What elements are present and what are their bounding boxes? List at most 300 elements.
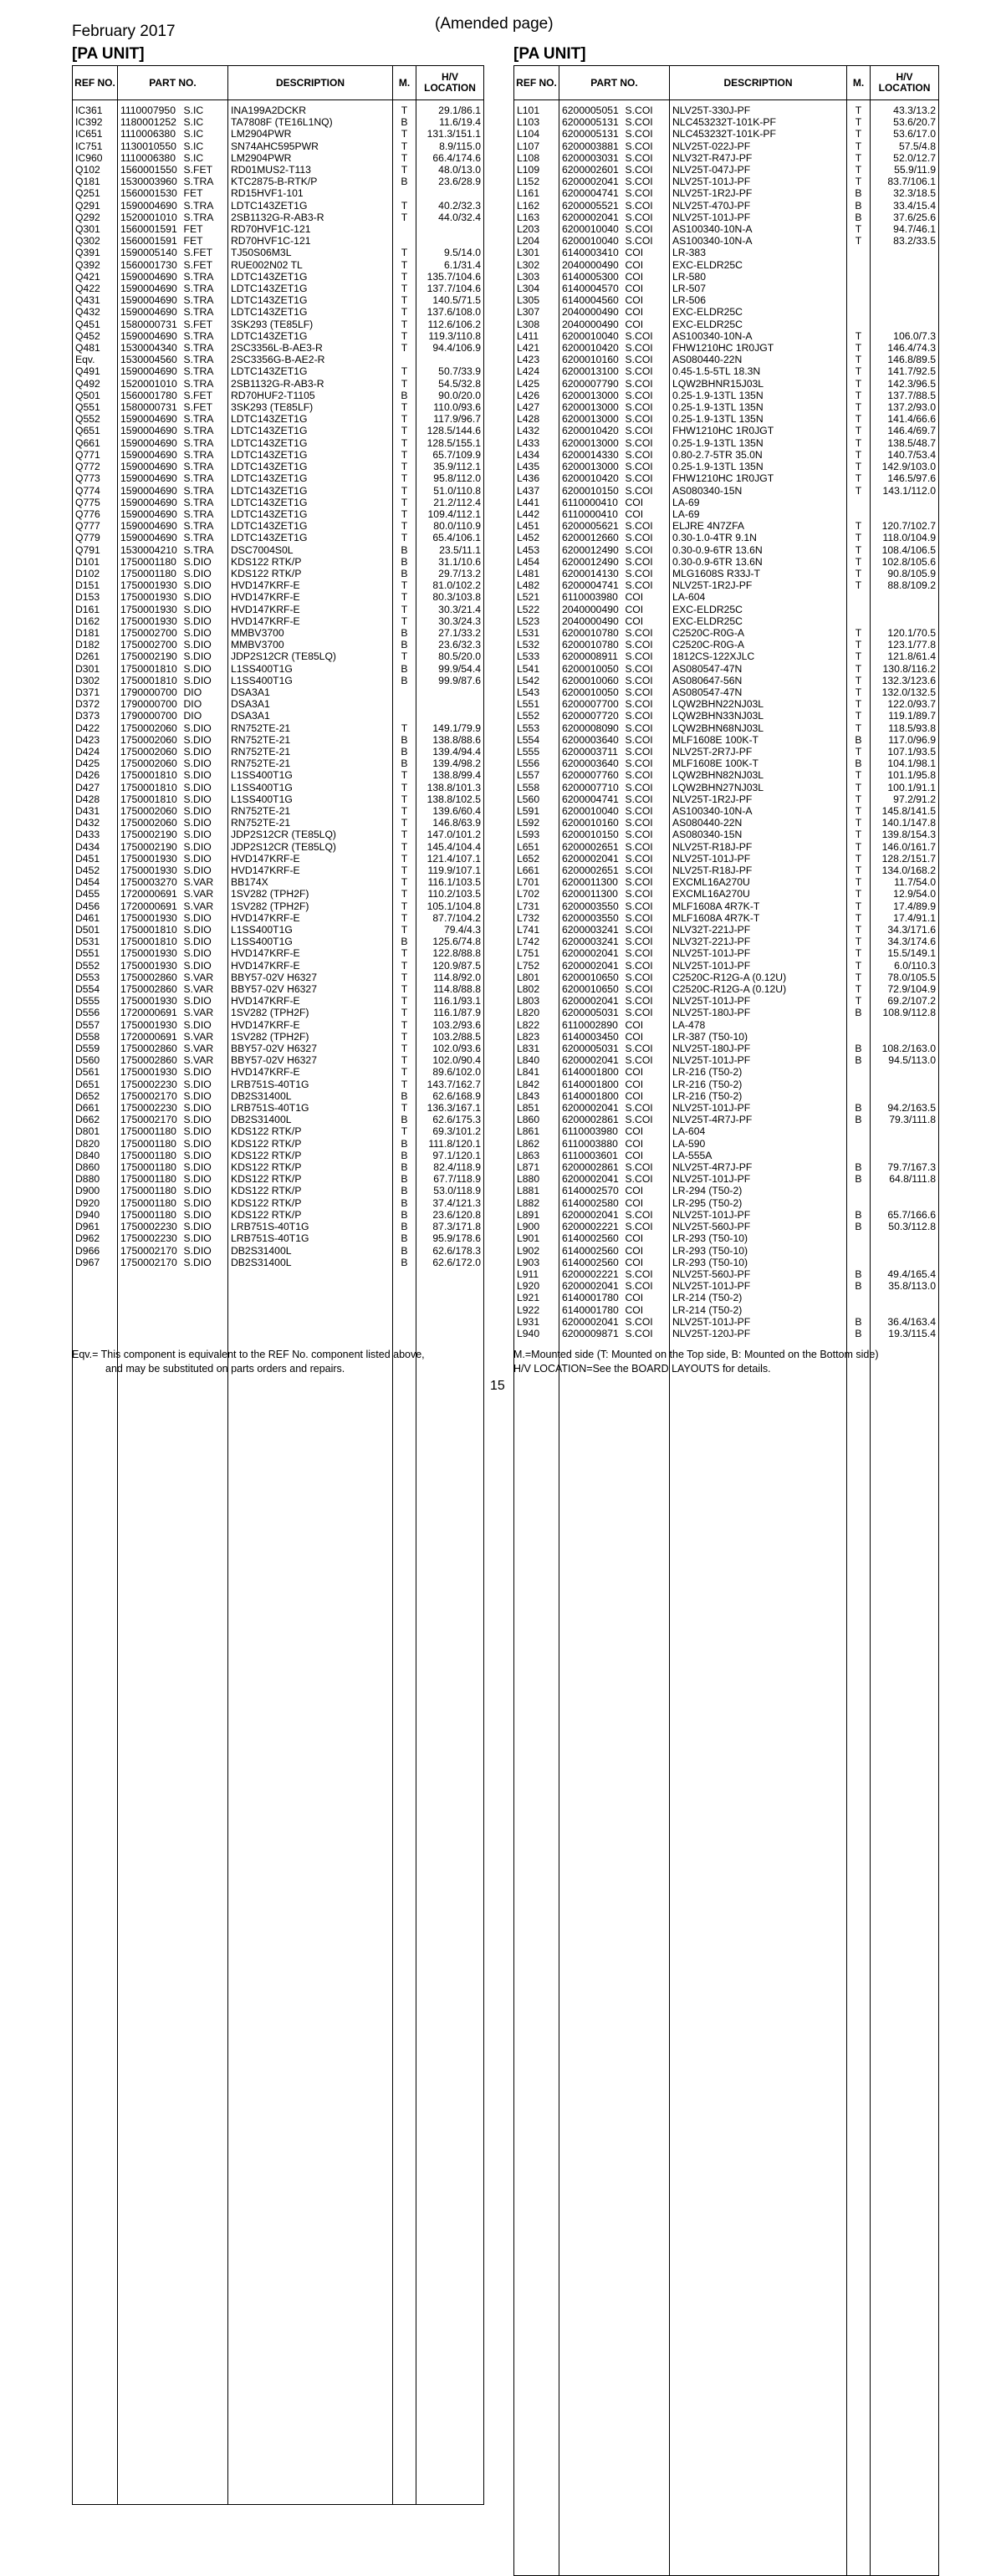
ref-cell: Q773 bbox=[73, 472, 118, 484]
description-cell: INA199A2DCKR bbox=[228, 100, 393, 117]
part-type-cell: S.VAR bbox=[183, 900, 228, 912]
mounted-side-cell bbox=[847, 1066, 871, 1078]
part-type-cell: S.DIO bbox=[183, 1079, 228, 1090]
part-type-cell: S.FET bbox=[183, 247, 228, 258]
part-number-cell: 6110003880 bbox=[559, 1138, 625, 1150]
description-cell: MLG1608S R33J-T bbox=[670, 568, 847, 579]
filler-cell bbox=[847, 1339, 871, 2576]
description-cell: 0.25-1.9-13TL 135N bbox=[670, 461, 847, 472]
part-type-cell: S.COI bbox=[625, 413, 670, 425]
part-type-cell: S.TRA bbox=[183, 354, 228, 365]
part-number-cell: 6110000410 bbox=[559, 497, 625, 508]
ref-cell: L940 bbox=[514, 1328, 559, 1339]
part-type-cell: S.COI bbox=[625, 1054, 670, 1066]
part-number-cell: 1530004560 bbox=[118, 354, 183, 365]
ref-cell: L822 bbox=[514, 1019, 559, 1031]
part-type-cell: S.COI bbox=[625, 568, 670, 579]
part-type-cell: S.DIO bbox=[183, 1161, 228, 1173]
ref-cell: L803 bbox=[514, 995, 559, 1007]
part-number-cell: 6140003450 bbox=[559, 1031, 625, 1043]
part-number-cell: 1750001810 bbox=[118, 924, 183, 936]
table-row bbox=[514, 116, 939, 128]
part-number-cell: 2040000490 bbox=[559, 319, 625, 330]
mounted-side-cell: T bbox=[847, 128, 871, 140]
part-type-cell: S.COI bbox=[625, 116, 670, 128]
part-type-cell: S.TRA bbox=[183, 200, 228, 212]
mounted-side-cell bbox=[847, 1079, 871, 1090]
part-type-cell: S.VAR bbox=[183, 1054, 228, 1066]
part-number-cell: 1750002230 bbox=[118, 1079, 183, 1090]
ref-cell: Q661 bbox=[73, 437, 118, 449]
description-cell: DB2S31400L bbox=[228, 1090, 393, 1102]
mounted-side-cell bbox=[847, 247, 871, 258]
mounted-side-cell: T bbox=[847, 116, 871, 128]
table-row bbox=[514, 1043, 939, 1054]
hv-location-cell bbox=[871, 271, 939, 283]
table-row bbox=[514, 100, 939, 117]
description-cell: 0.80-2.7-5TR 35.0N bbox=[670, 449, 847, 461]
ref-cell: L421 bbox=[514, 342, 559, 354]
part-type-cell: COI bbox=[625, 1292, 670, 1303]
hv-location-cell: 34.3/174.6 bbox=[871, 936, 939, 947]
table-row bbox=[514, 354, 939, 365]
part-number-cell: 6110003980 bbox=[559, 1125, 625, 1137]
hv-location-cell: 121.8/61.4 bbox=[871, 650, 939, 662]
table-row bbox=[73, 461, 484, 472]
table-row bbox=[514, 200, 939, 212]
description-cell: AS100340-10N-A bbox=[670, 223, 847, 235]
table-row bbox=[73, 342, 484, 354]
description-cell: NLV25T-101J-PF bbox=[670, 1054, 847, 1066]
ref-cell: D557 bbox=[73, 1019, 118, 1031]
description-cell: KDS122 RTK/P bbox=[228, 568, 393, 579]
mounted-side-cell: B bbox=[393, 1209, 416, 1221]
ref-cell: D556 bbox=[73, 1007, 118, 1018]
part-type-cell: S.DIO bbox=[183, 722, 228, 734]
ref-cell: L543 bbox=[514, 686, 559, 698]
part-type-cell: S.DIO bbox=[183, 639, 228, 650]
mounted-side-cell: T bbox=[393, 1102, 416, 1114]
table-row bbox=[514, 461, 939, 472]
ref-cell: L920 bbox=[514, 1280, 559, 1292]
part-type-cell: S.TRA bbox=[183, 365, 228, 377]
filler-cell bbox=[670, 1339, 847, 2576]
part-type-cell: S.COI bbox=[625, 983, 670, 995]
ref-cell: D425 bbox=[73, 757, 118, 769]
mounted-side-cell: T bbox=[393, 212, 416, 223]
hv-location-cell: 103.2/93.6 bbox=[416, 1019, 484, 1031]
part-type-cell: S.COI bbox=[625, 472, 670, 484]
ref-cell: D940 bbox=[73, 1209, 118, 1221]
mounted-side-cell: T bbox=[847, 983, 871, 995]
hv-location-cell: 62.6/168.9 bbox=[416, 1090, 484, 1102]
mounted-side-cell: T bbox=[393, 591, 416, 603]
mounted-side-cell: T bbox=[847, 876, 871, 888]
part-type-cell: COI bbox=[625, 1079, 670, 1090]
description-cell: LDTC143ZET1G bbox=[228, 306, 393, 318]
part-type-cell: S.COI bbox=[625, 924, 670, 936]
part-number-cell: 1750001930 bbox=[118, 995, 183, 1007]
table-row bbox=[73, 675, 484, 686]
hv-location-cell bbox=[871, 294, 939, 306]
ref-cell: L531 bbox=[514, 627, 559, 639]
table-row bbox=[514, 1054, 939, 1066]
part-number-cell: 6200004741 bbox=[559, 793, 625, 805]
description-cell: 1SV282 (TPH2F) bbox=[228, 1031, 393, 1043]
ref-cell: L552 bbox=[514, 710, 559, 722]
part-number-cell: 1560001591 bbox=[118, 235, 183, 247]
description-cell: LDTC143ZET1G bbox=[228, 532, 393, 543]
table-row bbox=[73, 485, 484, 497]
part-number-cell: 1560001530 bbox=[118, 187, 183, 199]
mounted-side-cell: T bbox=[847, 472, 871, 484]
hv-location-cell: 94.2/163.5 bbox=[871, 1102, 939, 1114]
part-type-cell: S.TRA bbox=[183, 176, 228, 187]
part-type-cell: S.COI bbox=[625, 888, 670, 900]
description-cell: AS080547-47N bbox=[670, 663, 847, 675]
ref-cell: D967 bbox=[73, 1257, 118, 1268]
table-row bbox=[514, 520, 939, 532]
description-cell: KDS122 RTK/P bbox=[228, 1197, 393, 1209]
ref-cell: L304 bbox=[514, 283, 559, 294]
part-type-cell: S.DIO bbox=[183, 1221, 228, 1232]
mounted-side-cell: B bbox=[393, 1197, 416, 1209]
part-number-cell: 6200010040 bbox=[559, 805, 625, 817]
table-row bbox=[73, 650, 484, 662]
part-number-cell: 1750001930 bbox=[118, 579, 183, 591]
mounted-side-cell: T bbox=[847, 485, 871, 497]
part-type-cell: S.COI bbox=[625, 425, 670, 436]
mounted-side-cell: B bbox=[847, 1209, 871, 1221]
part-type-cell: S.COI bbox=[625, 876, 670, 888]
ref-cell: D662 bbox=[73, 1114, 118, 1125]
mounted-side-cell bbox=[847, 271, 871, 283]
hv-location-cell: 101.1/95.8 bbox=[871, 769, 939, 781]
mounted-side-cell: B bbox=[393, 1150, 416, 1161]
ref-cell: Q551 bbox=[73, 401, 118, 413]
ref-cell: L434 bbox=[514, 449, 559, 461]
filler-cell bbox=[416, 1268, 484, 2505]
mounted-side-cell: T bbox=[393, 378, 416, 390]
ref-cell: L423 bbox=[514, 354, 559, 365]
table-row bbox=[73, 841, 484, 853]
mounted-side-cell: T bbox=[393, 508, 416, 520]
mounted-side-cell: T bbox=[393, 1019, 416, 1031]
mounted-side-cell: T bbox=[393, 841, 416, 853]
footnote-eqv-line1: Eqv.= This component is equivalent to the REF No. component listed above, bbox=[72, 1349, 425, 1360]
hv-location-cell: 69.2/107.2 bbox=[871, 995, 939, 1007]
part-number-cell: 1580000731 bbox=[118, 401, 183, 413]
part-number-cell: 1750002190 bbox=[118, 841, 183, 853]
hv-location-cell: 62.6/178.3 bbox=[416, 1245, 484, 1257]
part-number-cell: 6200010060 bbox=[559, 675, 625, 686]
part-type-cell: S.COI bbox=[625, 1161, 670, 1173]
ref-cell: L820 bbox=[514, 1007, 559, 1018]
part-type-cell: S.COI bbox=[625, 485, 670, 497]
ref-cell: L521 bbox=[514, 591, 559, 603]
filler-cell bbox=[183, 1268, 228, 2505]
description-cell: KDS122 RTK/P bbox=[228, 1173, 393, 1185]
mounted-side-cell bbox=[393, 187, 416, 199]
description-cell: NLV25T-101J-PF bbox=[670, 1280, 847, 1292]
part-number-cell: 1750002060 bbox=[118, 722, 183, 734]
part-number-cell: 6140002560 bbox=[559, 1245, 625, 1257]
part-number-cell: 6200003241 bbox=[559, 924, 625, 936]
description-cell: LRB751S-40T1G bbox=[228, 1079, 393, 1090]
hv-location-cell: 119.3/110.8 bbox=[416, 330, 484, 342]
ref-cell: D555 bbox=[73, 995, 118, 1007]
part-number-cell: 1560001780 bbox=[118, 390, 183, 401]
hv-location-cell: 146.0/161.7 bbox=[871, 841, 939, 853]
hv-location-cell: 17.4/91.1 bbox=[871, 912, 939, 924]
ref-cell: L542 bbox=[514, 675, 559, 686]
hv-location-cell bbox=[871, 319, 939, 330]
part-type-cell: S.DIO bbox=[183, 746, 228, 757]
description-cell: 1SV282 (TPH2F) bbox=[228, 1007, 393, 1018]
part-number-cell: 6140003410 bbox=[559, 247, 625, 258]
table-row bbox=[73, 401, 484, 413]
part-type-cell: S.FET bbox=[183, 164, 228, 176]
hv-location-cell: 87.7/104.2 bbox=[416, 912, 484, 924]
mounted-side-cell: T bbox=[393, 829, 416, 840]
ref-cell: D151 bbox=[73, 579, 118, 591]
description-cell: AS080340-15N bbox=[670, 829, 847, 840]
part-number-cell: 6200002041 bbox=[559, 212, 625, 223]
table-row bbox=[514, 757, 939, 769]
ref-cell: Q422 bbox=[73, 283, 118, 294]
part-type-cell: S.COI bbox=[625, 342, 670, 354]
part-number-cell: 1750002170 bbox=[118, 1245, 183, 1257]
part-number-cell: 1750001810 bbox=[118, 769, 183, 781]
table-row bbox=[73, 365, 484, 377]
hv-location-cell: 48.0/13.0 bbox=[416, 164, 484, 176]
part-type-cell: S.COI bbox=[625, 1173, 670, 1185]
part-type-cell: COI bbox=[625, 1197, 670, 1209]
mounted-side-cell bbox=[847, 294, 871, 306]
mounted-side-cell: B bbox=[393, 639, 416, 650]
table-row bbox=[73, 100, 484, 117]
part-number-cell: 1590004690 bbox=[118, 271, 183, 283]
col-header-ref: REF NO. bbox=[514, 66, 559, 100]
hv-location-cell: 35.8/113.0 bbox=[871, 1280, 939, 1292]
part-type-cell: S.DIO bbox=[183, 912, 228, 924]
hv-location-cell: 66.4/174.6 bbox=[416, 152, 484, 164]
description-cell: LR-294 (T50-2) bbox=[670, 1185, 847, 1196]
hv-location-cell: 95.9/178.6 bbox=[416, 1232, 484, 1244]
table-row bbox=[73, 663, 484, 675]
description-cell: EXCML16A270U bbox=[670, 888, 847, 900]
ref-cell: L454 bbox=[514, 556, 559, 568]
part-number-cell: 1590004690 bbox=[118, 497, 183, 508]
ref-cell: D900 bbox=[73, 1185, 118, 1196]
description-cell: LA-478 bbox=[670, 1019, 847, 1031]
hv-location-cell: 72.9/104.9 bbox=[871, 983, 939, 995]
table-row bbox=[73, 865, 484, 876]
mounted-side-cell: T bbox=[847, 449, 871, 461]
ref-cell: IC361 bbox=[73, 100, 118, 117]
description-cell: LQW2BHN82NJ03L bbox=[670, 769, 847, 781]
description-cell: LM2904PWR bbox=[228, 128, 393, 140]
part-type-cell: S.DIO bbox=[183, 591, 228, 603]
hv-location-cell: 140.7/53.4 bbox=[871, 449, 939, 461]
mounted-side-cell: T bbox=[847, 532, 871, 543]
part-type-cell: S.DIO bbox=[183, 757, 228, 769]
part-type-cell: S.COI bbox=[625, 365, 670, 377]
ref-cell: L425 bbox=[514, 378, 559, 390]
col-header-mounted: M. bbox=[847, 66, 871, 100]
description-cell: LDTC143ZET1G bbox=[228, 271, 393, 283]
hv-location-cell: 142.9/103.0 bbox=[871, 461, 939, 472]
ref-cell: D531 bbox=[73, 936, 118, 947]
hv-location-cell: 138.8/88.6 bbox=[416, 734, 484, 746]
description-cell: LDTC143ZET1G bbox=[228, 413, 393, 425]
part-type-cell: S.COI bbox=[625, 722, 670, 734]
hv-location-cell: 87.3/171.8 bbox=[416, 1221, 484, 1232]
part-number-cell: 6200002041 bbox=[559, 1209, 625, 1221]
part-type-cell: S.DIO bbox=[183, 650, 228, 662]
part-type-cell: DIO bbox=[183, 686, 228, 698]
part-type-cell: COI bbox=[625, 497, 670, 508]
part-type-cell: S.COI bbox=[625, 912, 670, 924]
ref-cell: L891 bbox=[514, 1209, 559, 1221]
description-cell: 0.25-1.9-13TL 135N bbox=[670, 437, 847, 449]
table-row bbox=[73, 187, 484, 199]
description-cell: 2SC3356G-B-AE2-R bbox=[228, 354, 393, 365]
description-cell: AS080440-22N bbox=[670, 817, 847, 829]
hv-location-cell: 103.2/88.5 bbox=[416, 1031, 484, 1043]
table-row bbox=[514, 1292, 939, 1303]
part-number-cell: 1590004690 bbox=[118, 472, 183, 484]
description-cell: 1812CS-122XJLC bbox=[670, 650, 847, 662]
description-cell: EXC-ELDR25C bbox=[670, 306, 847, 318]
hv-location-cell: 88.8/109.2 bbox=[871, 579, 939, 591]
part-number-cell: 1750002190 bbox=[118, 829, 183, 840]
mounted-side-cell: T bbox=[393, 319, 416, 330]
part-number-cell: 6200003881 bbox=[559, 140, 625, 152]
part-type-cell: COI bbox=[625, 1245, 670, 1257]
part-type-cell: COI bbox=[625, 1232, 670, 1244]
part-number-cell: 1530004210 bbox=[118, 544, 183, 556]
part-number-cell: 1750002060 bbox=[118, 734, 183, 746]
part-type-cell: S.COI bbox=[625, 829, 670, 840]
ref-cell: L902 bbox=[514, 1245, 559, 1257]
ref-cell: Q771 bbox=[73, 449, 118, 461]
part-number-cell: 1750001930 bbox=[118, 912, 183, 924]
part-type-cell: S.COI bbox=[625, 710, 670, 722]
ref-cell: D456 bbox=[73, 900, 118, 912]
ref-cell: D554 bbox=[73, 983, 118, 995]
part-type-cell: S.DIO bbox=[183, 604, 228, 615]
hv-location-cell bbox=[871, 306, 939, 318]
ref-cell: L701 bbox=[514, 876, 559, 888]
part-type-cell: S.COI bbox=[625, 235, 670, 247]
part-type-cell: S.IC bbox=[183, 140, 228, 152]
part-number-cell: 1750001180 bbox=[118, 556, 183, 568]
ref-cell: L560 bbox=[514, 793, 559, 805]
mounted-side-cell: T bbox=[393, 865, 416, 876]
mounted-side-cell: B bbox=[393, 1090, 416, 1102]
ref-cell: L481 bbox=[514, 568, 559, 579]
part-number-cell: 1750001930 bbox=[118, 947, 183, 959]
filler-cell bbox=[559, 1339, 625, 2576]
hv-location-cell: 11.6/19.4 bbox=[416, 116, 484, 128]
ref-cell: L554 bbox=[514, 734, 559, 746]
description-cell: NLV25T-470J-PF bbox=[670, 200, 847, 212]
description-cell: NLV25T-330J-PF bbox=[670, 100, 847, 117]
description-cell: LR-216 (T50-2) bbox=[670, 1079, 847, 1090]
part-type-cell: S.TRA bbox=[183, 306, 228, 318]
part-number-cell: 6200007760 bbox=[559, 769, 625, 781]
mounted-side-cell: T bbox=[847, 972, 871, 983]
hv-location-cell: 9.5/14.0 bbox=[416, 247, 484, 258]
mounted-side-cell: T bbox=[393, 164, 416, 176]
mounted-side-cell bbox=[847, 1090, 871, 1102]
description-cell: RD15HVF1-101 bbox=[228, 187, 393, 199]
ref-cell: L751 bbox=[514, 947, 559, 959]
mounted-side-cell bbox=[847, 497, 871, 508]
mounted-side-cell: T bbox=[847, 710, 871, 722]
part-number-cell: 1750002060 bbox=[118, 817, 183, 829]
table-row bbox=[514, 900, 939, 912]
ref-cell: L556 bbox=[514, 757, 559, 769]
part-type-cell: S.COI bbox=[625, 187, 670, 199]
mounted-side-cell: B bbox=[847, 1328, 871, 1339]
ref-cell: D431 bbox=[73, 805, 118, 817]
part-number-cell: 6200012660 bbox=[559, 532, 625, 543]
table-row bbox=[73, 710, 484, 722]
part-number-cell: 1590004690 bbox=[118, 365, 183, 377]
description-cell: LA-604 bbox=[670, 1125, 847, 1137]
table-row bbox=[514, 306, 939, 318]
mounted-side-cell: T bbox=[393, 615, 416, 627]
hv-location-cell: 145.8/141.5 bbox=[871, 805, 939, 817]
table-row bbox=[514, 437, 939, 449]
description-cell: LR-293 (T50-10) bbox=[670, 1245, 847, 1257]
ref-cell: L860 bbox=[514, 1114, 559, 1125]
table-row bbox=[73, 449, 484, 461]
table-row bbox=[73, 437, 484, 449]
part-type-cell: S.COI bbox=[625, 686, 670, 698]
hv-location-cell: 109.4/112.1 bbox=[416, 508, 484, 520]
part-number-cell: 6200003550 bbox=[559, 900, 625, 912]
table-row bbox=[73, 497, 484, 508]
mounted-side-cell: T bbox=[847, 235, 871, 247]
ref-cell: D424 bbox=[73, 746, 118, 757]
description-cell: BB174X bbox=[228, 876, 393, 888]
description-cell: FHW1210HC 1R0JGT bbox=[670, 472, 847, 484]
table-row bbox=[73, 330, 484, 342]
hv-location-cell bbox=[871, 1019, 939, 1031]
hv-location-cell bbox=[416, 354, 484, 365]
part-type-cell: S.COI bbox=[625, 1268, 670, 1280]
table-row bbox=[514, 1150, 939, 1161]
hv-location-cell: 121.4/107.1 bbox=[416, 853, 484, 865]
description-cell: LDTC143ZET1G bbox=[228, 461, 393, 472]
part-number-cell: 1720000691 bbox=[118, 1031, 183, 1043]
description-cell: HVD147KRF-E bbox=[228, 615, 393, 627]
description-cell: LM2904PWR bbox=[228, 152, 393, 164]
hv-location-cell: 120.9/87.5 bbox=[416, 960, 484, 972]
ref-cell: L881 bbox=[514, 1185, 559, 1196]
table-row bbox=[514, 378, 939, 390]
table-row bbox=[514, 187, 939, 199]
filler-cell bbox=[514, 1339, 559, 2576]
description-cell: NLV32T-221J-PF bbox=[670, 936, 847, 947]
filler-cell bbox=[393, 1268, 416, 2505]
hv-location-cell: 36.4/163.4 bbox=[871, 1316, 939, 1328]
ref-cell: L840 bbox=[514, 1054, 559, 1066]
description-cell: NLV25T-101J-PF bbox=[670, 176, 847, 187]
